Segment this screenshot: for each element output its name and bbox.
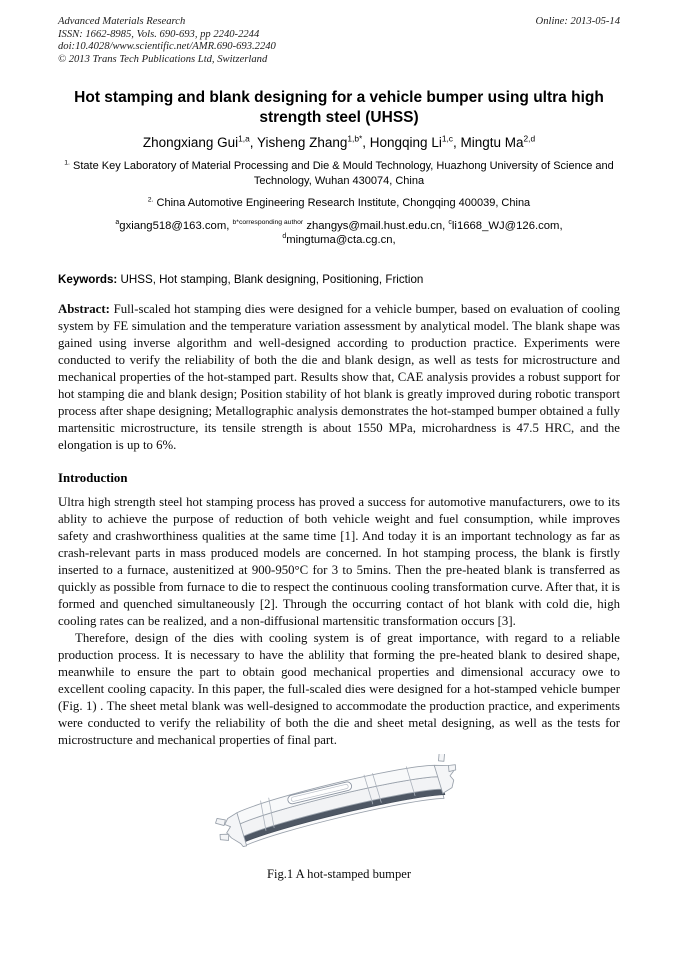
journal-copyright: © 2013 Trans Tech Publications Ltd, Switzerland	[58, 53, 268, 65]
journal-name: Advanced Materials Research	[58, 16, 186, 27]
email-b: zhangys@mail.hust.edu.cn,	[303, 219, 449, 232]
affiliation-marker: 2.	[147, 196, 154, 204]
bumper-wireframe-image	[210, 754, 468, 862]
introduction-paragraph-1: Ultra high strength steel hot stamping process has proved a success for automotive manufacturers, owe to its ablity to achieve the purpose of reduction of both vehicle weight and fuel consumption, while improves safety and crashworthiness qualities at the same time [1]. And today it is an important technology as far as crash-relevant parts in mass produced models are concerned. In hot stamping process, the blank is firstly inserted to a furnace, austenitized at 900-950°C for 3 to 5mins. Then the pre-heated blank is transferred as quickly as possible from furnace to die to respect the continuous cooling transformation curve. After that, it is formed and quenched simultaneously [2]. Through the occurring contact of hot blank with cold die, high cooling rates can be realized, and a non-diffusional martensitic transformation occurs [3].	[58, 494, 620, 628]
bumper-figure	[58, 754, 620, 882]
author-separator: ,	[249, 135, 258, 151]
abstract-label: Abstract:	[58, 301, 110, 316]
author-affiliation-marker: 1,b*	[347, 133, 363, 144]
corresponding-author-marker: b*corresponding author	[232, 219, 304, 227]
author-affiliation-marker: 1,c	[441, 133, 453, 144]
email-c: li1668_WJ@126.com,	[451, 219, 563, 232]
author-affiliation-marker: 2,d	[523, 133, 536, 144]
keywords-label: Keywords:	[58, 272, 118, 286]
author-emails	[58, 219, 620, 248]
author-name: Yisheng Zhang	[257, 135, 348, 151]
affiliation-1	[58, 159, 620, 188]
email-marker-d: d	[282, 233, 287, 241]
journal-info	[58, 16, 276, 66]
abstract	[58, 301, 620, 454]
affiliation-text: China Automotive Engineering Research Institute, Chongqing 400039, China	[153, 197, 531, 210]
author-name: Zhongxiang Gui	[142, 135, 239, 151]
email-marker-c: c	[448, 219, 452, 227]
author-separator: ,	[452, 135, 461, 151]
running-head	[58, 16, 620, 66]
author-separator: ,	[362, 135, 370, 151]
author-line	[58, 135, 620, 150]
keywords-line	[58, 273, 620, 286]
affiliation-2	[58, 196, 620, 211]
author-name: Mingtu Ma	[460, 135, 524, 151]
introduction-paragraph-2: Therefore, design of the dies with cooling system is of great importance, with regard to a reliable production process. It is necessary to have the ablility that forming the pre-heated blank to desired shape, meanwhile to ensure the part to obtain good mechanical properties and dimensional accuracy owe to excellent cooling capacity. In this paper, the full-scaled dies were designed for a hot-stamped vehicle bumper (Fig. 1) . The sheet metal blank was well-designed to accommodate the production practice, and experiments were conducted to verify the reliability of both the die and sheet metal designing, as well as the tests for microstructure and mechanical properties of final part.	[58, 630, 620, 747]
paper-title: Hot stamping and blank designing for a vehicle bumper using ultra high strength steel (UHSS)	[74, 89, 604, 127]
section-heading-introduction: Introduction	[58, 470, 128, 485]
online-date: Online: 2013-05-14	[535, 16, 620, 27]
author-affiliation-marker: 1,a	[238, 133, 250, 144]
email-d: mingtuma@cta.cg.cn,	[286, 234, 396, 247]
journal-doi: doi:10.4028/www.scientific.net/AMR.690-693.2240	[58, 41, 276, 53]
keywords-text: UHSS, Hot stamping, Blank designing, Positioning, Friction	[117, 272, 424, 286]
email-a: gxiang518@163.com,	[119, 219, 233, 232]
page-content	[58, 16, 620, 882]
author-name: Hongqing Li	[369, 135, 442, 151]
affiliation-marker: 1.	[64, 159, 70, 167]
affiliation-text: State Key Laboratory of Material Processing and Die & Mould Technology, Huazhong University of Science and Technology, Wuhan 430074, China	[69, 160, 614, 187]
email-marker-a: a	[115, 219, 120, 227]
figure-caption: Fig.1 A hot-stamped bumper	[266, 866, 412, 881]
abstract-text: Full-scaled hot stamping dies were designed for a vehicle bumper, based on evaluation of cooling system by FE simulation and the temperature variation assessment by analytical model. The blank shape was gained using inverse algorithm and well-designed according to production practice. Experiments were conducted to verify the reliability of both the die and blank design, as well as tests for microstructure and mechanical properties of the hot-stamped part. Results show that, CAE analysis provides a robust support for hot stamping die and blank design; Position stability of hot blank is greatly improved during robotic transport process after shape designing; Metallographic analysis demonstrates the hot-stamped bumper obtained a fully martensitic microstructure, its tensile strength is about 1550 MPa, microhardness is 47.5 HRC, and the elongation is up to 6%.	[58, 301, 620, 452]
journal-issn: ISSN: 1662-8985, Vols. 690-693, pp 2240-2244	[58, 28, 260, 40]
